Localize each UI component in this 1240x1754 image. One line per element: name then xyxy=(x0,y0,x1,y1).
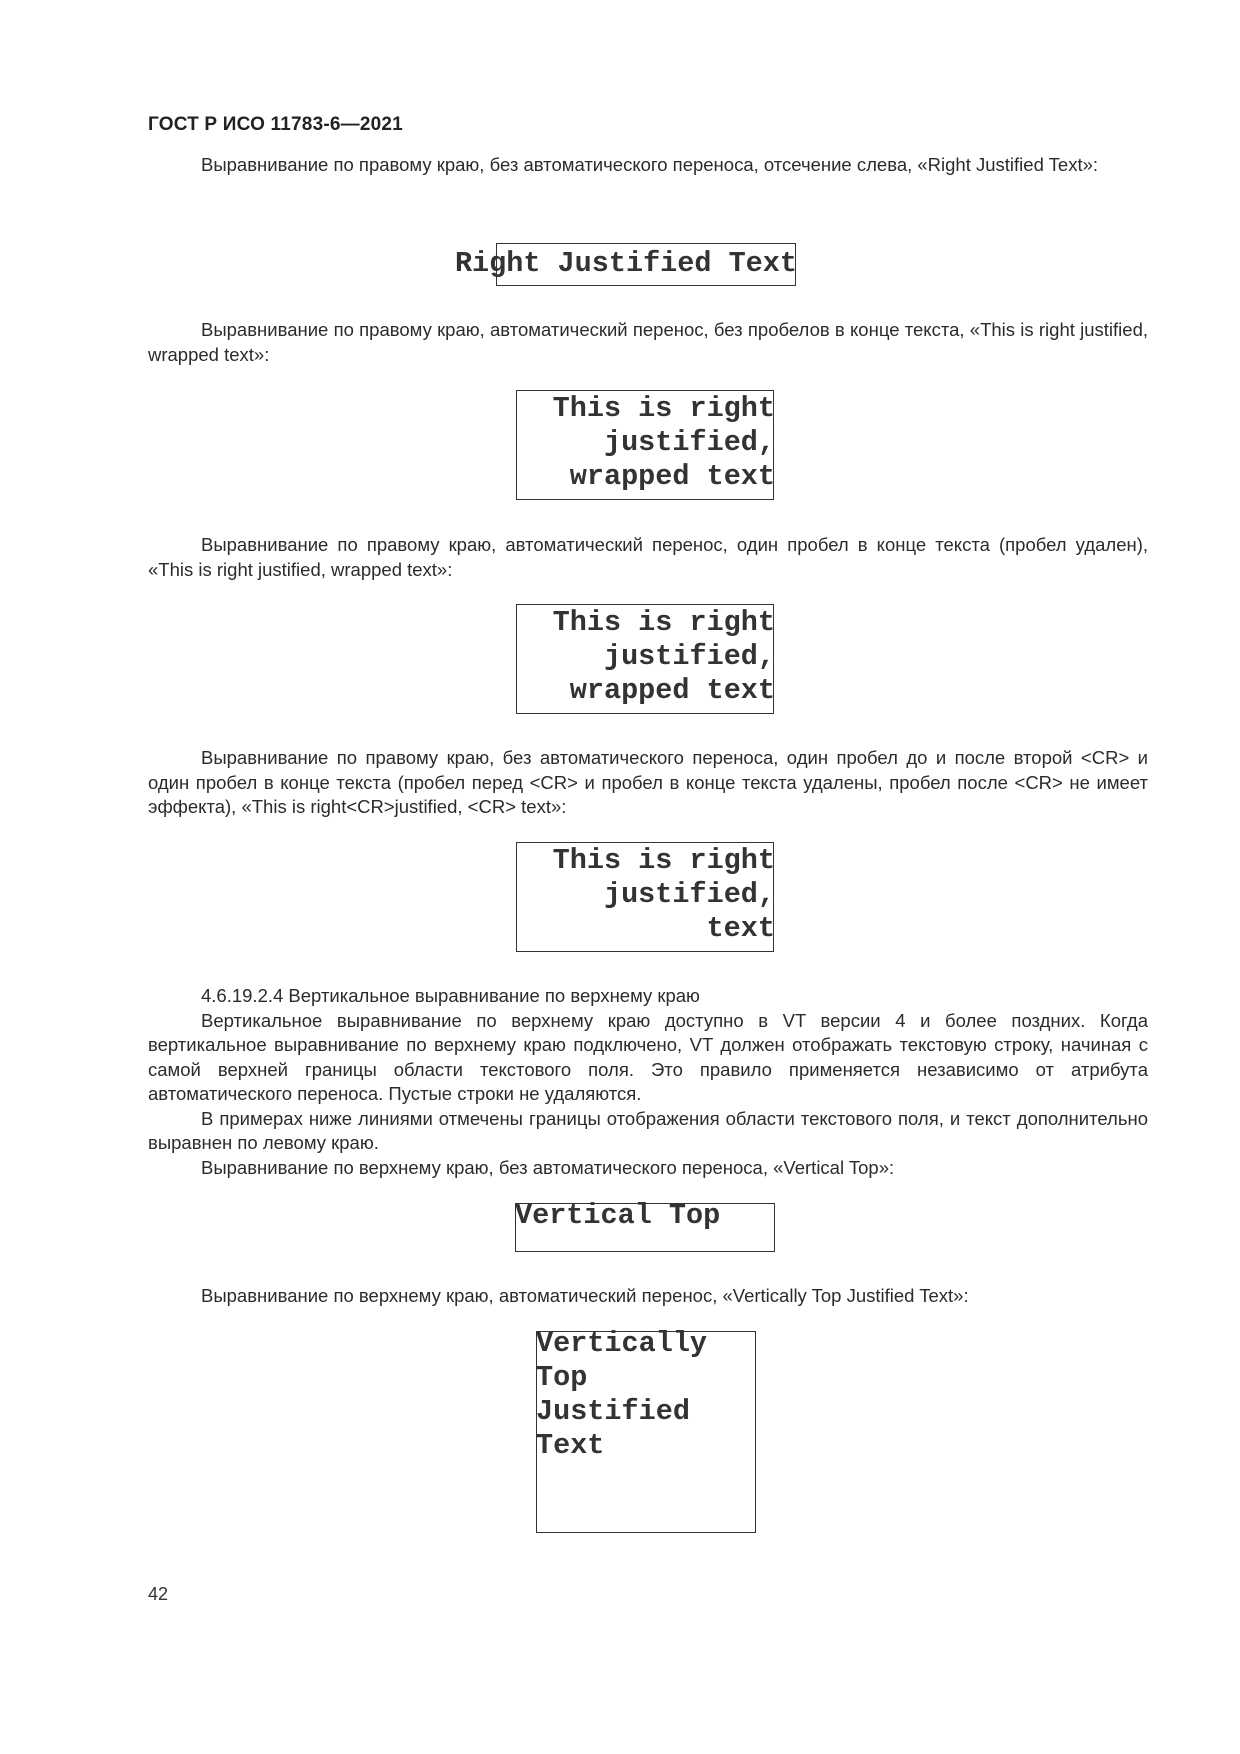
paragraph-text: Выравнивание по правому краю, без автоматического переноса, отсечение слева, «Right Justified Text»: xyxy=(201,154,1099,175)
paragraph-right-justified-cr xyxy=(148,746,1148,820)
paragraph-text: В примерах ниже линиями отмечены границы отображения области текстового поля, и текст дополнительно выравнен по левому краю. xyxy=(148,1107,1148,1153)
example-line: Justified xyxy=(536,1395,690,1428)
example-line: justified, xyxy=(603,878,775,911)
example-line: This is right xyxy=(552,606,775,639)
example-box-right-justified-cr xyxy=(516,842,774,952)
example-line: justified, xyxy=(603,640,775,673)
paragraph-right-justified-clip xyxy=(148,153,1148,178)
example-line: justified, xyxy=(603,426,775,459)
paragraph-vertical-top-wrapped xyxy=(148,1284,1148,1309)
paragraph-text: Выравнивание по верхнему краю, автоматический перенос, «Vertically Top Justified Text»: xyxy=(201,1285,969,1306)
paragraph-right-justified-wrapped xyxy=(148,318,1148,367)
example-box-right-justified-wrapped xyxy=(516,390,774,500)
paragraph-text: Вертикальное выравнивание по верхнему краю доступно в VT версии 4 и более поздних. Когда вертикальное выравнивание по верхнему краю подключено, VT должен отображать текстовую строку, начиная с самой верхней границы области текстового поля. Это правило применяется независимо от атрибута автоматического переноса. Пустые строки не удаляются. xyxy=(148,1009,1148,1104)
example-line: Vertically xyxy=(536,1327,708,1360)
example-box-right-justified-trailing-space xyxy=(516,604,774,714)
paragraph-right-justified-trailing-space xyxy=(148,533,1148,582)
paragraph-text: Выравнивание по верхнему краю, без автоматического переноса, «Vertical Top»: xyxy=(201,1156,895,1178)
example-line: Top xyxy=(536,1361,588,1394)
example-line: Text xyxy=(536,1429,605,1462)
section-heading: 4.6.19.2.4 Вертикальное выравнивание по верхнему краю xyxy=(201,985,700,1006)
example-line: wrapped text xyxy=(569,674,775,707)
page-number: 42 xyxy=(148,1584,169,1604)
example-box-vertical-top xyxy=(515,1199,775,1252)
example-line: Right Justified Text xyxy=(454,247,797,280)
paragraph-text: Выравнивание по правому краю, автоматический перенос, один пробел в конце текста (пробел удален), «This is right justified, wrapped text»: xyxy=(148,534,1148,580)
example-line: This is right xyxy=(552,392,775,425)
paragraph-text: Выравнивание по правому краю, автоматический перенос, без пробелов в конце текста, «This is right justified, wrapped text»: xyxy=(148,319,1148,365)
example-line: wrapped text xyxy=(569,460,775,493)
example-line: This is right xyxy=(552,844,775,877)
example-box-right-justified-clipped xyxy=(454,243,797,286)
document-header: ГОСТ Р ИСО 11783-6—2021 xyxy=(148,114,403,135)
section-vertical-top xyxy=(148,984,1148,1180)
example-line: Vertical Top xyxy=(515,1199,721,1232)
example-box-vertical-top-wrapped xyxy=(536,1327,756,1533)
example-line: text xyxy=(706,912,775,945)
paragraph-text: Выравнивание по правому краю, без автоматического переноса, один пробел до и после второй <CR> и один пробел в конце текста (пробел перед <CR> и пробел в конце текста удалены, пробел после <CR> не имеет эффекта), «This is right<CR>justified, <CR> text»: xyxy=(148,747,1148,817)
